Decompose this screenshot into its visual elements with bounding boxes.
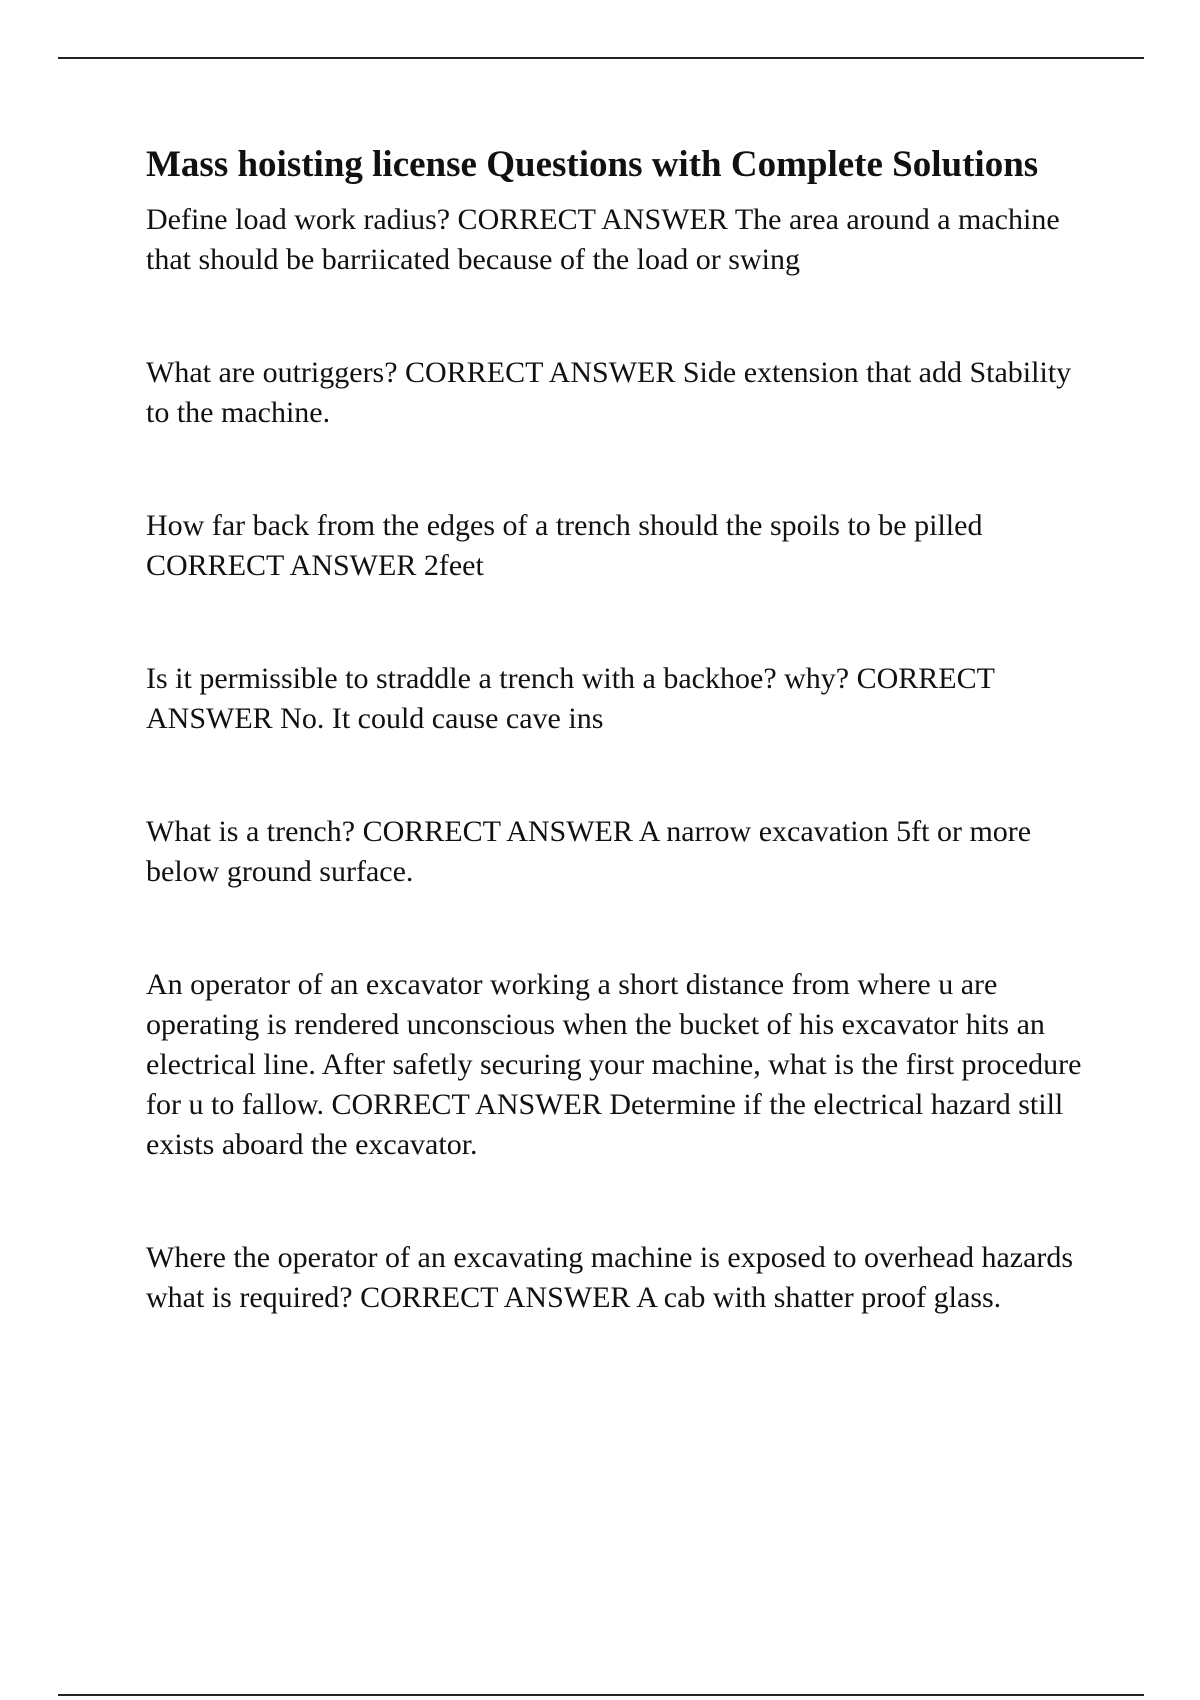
qa-item: Define load work radius? CORRECT ANSWER The area around a machine that should be barriicated because of the load or swing: [146, 203, 1060, 276]
qa-item: An operator of an excavator working a short distance from where u are operating is rendered unconscious when the bucket of his excavator hits an electrical line. After safetly securing your machine, what is the first procedure for u to fallow. CORRECT ANSWER Determine if the electrical hazard still exists aboard the excavator.: [146, 968, 1082, 1161]
qa-item: How far back from the edges of a trench should the spoils to be pilled CORRECT ANSWER 2feet: [146, 509, 983, 582]
qa-item: Where the operator of an excavating machine is exposed to overhead hazards what is required? CORRECT ANSWER A cab with shatter proof glass.: [146, 1241, 1074, 1314]
document-title: Mass hoisting license Questions with Complete Solutions: [146, 144, 1039, 185]
qa-item: What are outriggers? CORRECT ANSWER Side extension that add Stability to the machine.: [146, 356, 1072, 429]
footer-rule: [58, 1694, 1144, 1696]
qa-list: [146, 200, 1086, 1318]
qa-item: What is a trench? CORRECT ANSWER A narrow excavation 5ft or more below ground surface.: [146, 815, 1032, 888]
header-rule: [58, 57, 1144, 59]
document-body: [146, 140, 1086, 1318]
qa-item: Is it permissible to straddle a trench with a backhoe? why? CORRECT ANSWER No. It could cause cave ins: [146, 662, 995, 735]
